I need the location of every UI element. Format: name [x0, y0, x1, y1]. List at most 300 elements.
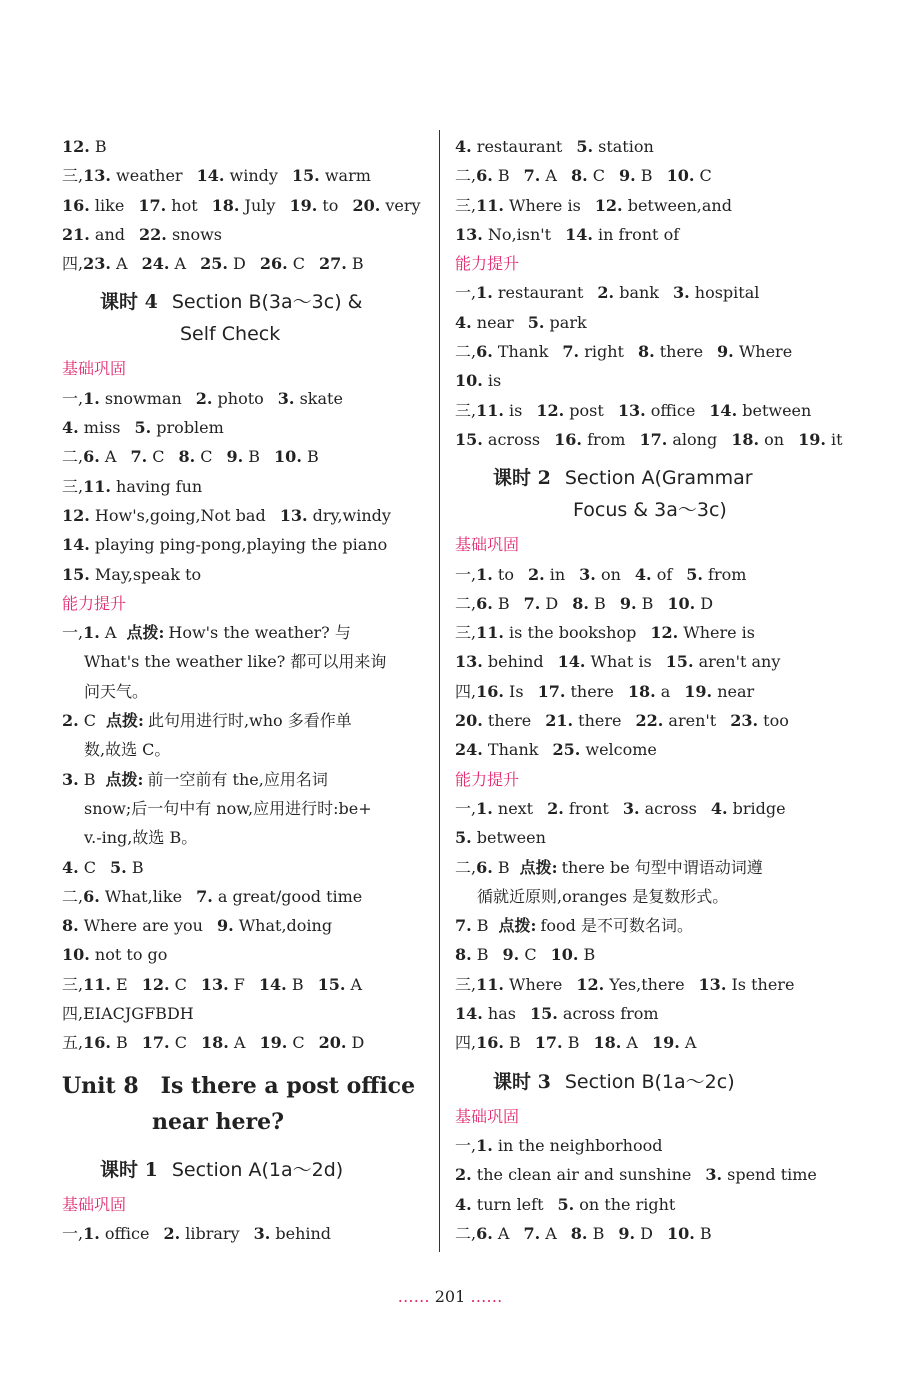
answer-text: there	[573, 711, 622, 731]
answer-text: B	[562, 1033, 580, 1053]
question-number: 4.	[634, 564, 652, 584]
answer-text: B	[471, 916, 489, 936]
answer-text: there	[565, 681, 614, 701]
question-number: 3.	[277, 388, 295, 408]
answer-text: 一,	[455, 1135, 477, 1155]
answer-text: it	[825, 429, 843, 449]
answer-line	[455, 618, 825, 647]
answer-text: of	[651, 564, 673, 584]
answer-text: C	[147, 447, 165, 467]
answer-text: across	[639, 798, 697, 818]
answer-text: 一,	[455, 564, 477, 584]
answer-line	[455, 366, 825, 395]
answer-text: Where is	[678, 623, 756, 643]
answer-line	[62, 1219, 422, 1248]
answer-text: office	[99, 1223, 150, 1243]
question-number: 16.	[83, 1033, 111, 1053]
question-number: 1.	[476, 1135, 493, 1155]
answer-text: hot	[166, 195, 198, 215]
question-number: 7.	[196, 886, 213, 906]
question-number: 12.	[576, 974, 605, 994]
answer-text: 四,	[62, 254, 84, 274]
answer-text: D	[346, 1033, 365, 1053]
question-number: 5.	[686, 564, 703, 584]
answer-line	[455, 161, 825, 190]
question-number: 15.	[291, 166, 320, 186]
answer-text: Where are you	[78, 916, 203, 936]
question-number: 4.	[455, 1194, 472, 1214]
answer-text: warm	[319, 166, 371, 186]
question-number: 16.	[62, 195, 90, 215]
answer-text: C	[195, 447, 213, 467]
answer-text: C	[78, 857, 97, 877]
hint-label: 点拨:	[498, 916, 537, 936]
question-number: 12.	[62, 505, 90, 525]
lesson-heading-row	[493, 1066, 825, 1098]
unit-title: Is there a post office	[160, 1072, 416, 1099]
answer-line	[455, 853, 825, 882]
answer-text: A	[169, 254, 187, 274]
answer-line	[62, 911, 422, 940]
answer-text: E	[110, 974, 128, 994]
question-number: 17.	[534, 1033, 563, 1053]
answer-text: 一,	[62, 623, 84, 643]
section-label: 能力提升	[455, 769, 520, 789]
answer-text: 五,	[62, 1033, 84, 1053]
answer-text: B	[492, 593, 510, 613]
question-number: 8.	[572, 593, 589, 613]
question-number: 2.	[597, 283, 615, 303]
question-number: 18.	[731, 429, 760, 449]
question-number: 17.	[639, 429, 668, 449]
answer-text: Yes,there	[604, 974, 685, 994]
question-number: 2.	[163, 1223, 181, 1243]
answer-line	[62, 530, 422, 559]
answer-text: across	[482, 429, 541, 449]
question-number: 15.	[665, 652, 694, 672]
answer-text: How's the weather? 与	[168, 623, 351, 643]
answer-line	[62, 853, 422, 882]
answer-text: 一,	[62, 388, 84, 408]
lesson-heading	[62, 278, 422, 354]
question-number: 3.	[579, 564, 596, 584]
answer-text: B	[126, 857, 144, 877]
question-number: 1.	[83, 388, 100, 408]
question-number: 10.	[666, 1223, 695, 1243]
answer-line	[62, 249, 422, 278]
answer-line	[455, 882, 825, 911]
question-number: 12.	[650, 623, 679, 643]
question-number: 19.	[684, 681, 713, 701]
answer-line	[455, 794, 825, 823]
question-number: 13.	[200, 974, 229, 994]
question-number: 15.	[455, 429, 483, 449]
answer-text: 此句用进行时,who 多看作单	[147, 711, 352, 731]
answer-text: between	[471, 828, 546, 848]
question-number: 24.	[141, 254, 170, 274]
question-number: 9.	[717, 342, 734, 362]
answer-line	[62, 560, 422, 589]
answer-line	[455, 735, 825, 764]
answer-line	[62, 132, 422, 161]
question-number: 9.	[619, 166, 636, 186]
answer-text: D	[635, 1223, 653, 1243]
section-label: 基础巩固	[455, 535, 520, 555]
page-number: 201	[434, 1287, 466, 1306]
answer-text: dry,windy	[307, 505, 391, 525]
question-number: 4.	[455, 312, 472, 332]
answer-line	[455, 823, 825, 852]
question-number: 3.	[705, 1165, 723, 1185]
question-number: 1.	[476, 283, 493, 303]
question-number: 5.	[527, 312, 545, 332]
answer-text: food 是不可数名词。	[540, 916, 693, 936]
answer-text: bank	[614, 283, 659, 303]
answer-line	[455, 191, 825, 220]
answer-text: B	[286, 974, 304, 994]
answer-text: aren't any	[693, 652, 781, 672]
answer-line	[455, 706, 825, 735]
section-label: 基础巩固	[455, 1106, 520, 1126]
answer-text: like	[89, 195, 125, 215]
section-label: 基础巩固	[62, 359, 127, 379]
answer-text: What is	[585, 652, 652, 672]
question-number: 22.	[635, 711, 664, 731]
answer-text: to	[492, 564, 514, 584]
lesson-heading	[62, 1146, 422, 1190]
answer-text: to	[317, 195, 339, 215]
answer-text: between,and	[622, 195, 732, 215]
answer-line	[62, 999, 422, 1028]
lesson-heading-row	[493, 462, 825, 494]
question-number: 2.	[547, 798, 564, 818]
answer-text: 一,	[62, 1223, 84, 1243]
answer-text: in	[544, 564, 566, 584]
question-number: 3.	[622, 798, 640, 818]
question-number: 25.	[552, 740, 581, 760]
answer-line	[455, 337, 825, 366]
answer-text: playing ping-pong,playing the piano	[89, 535, 388, 555]
answer-text: weather	[110, 166, 183, 186]
question-number: 9.	[618, 1223, 636, 1243]
question-number: 15.	[317, 974, 346, 994]
answer-text: next	[492, 798, 534, 818]
answer-text: B	[346, 254, 364, 274]
question-number: 11.	[476, 400, 504, 420]
answer-text: post	[564, 400, 604, 420]
answer-text: behind	[270, 1223, 332, 1243]
question-number: 27.	[319, 254, 347, 274]
answer-text: Where is	[503, 195, 581, 215]
question-number: 16.	[476, 681, 504, 701]
answer-text: A	[99, 447, 117, 467]
answer-line	[62, 1028, 422, 1057]
answer-text: B	[89, 137, 107, 156]
answer-text: B	[694, 1223, 712, 1243]
answer-text: C	[287, 1033, 305, 1053]
question-number: 18.	[593, 1033, 622, 1053]
lesson-title: Section B(1a～2c)	[564, 1070, 735, 1093]
question-number: 11.	[476, 974, 504, 994]
question-number: 7.	[455, 916, 472, 936]
answer-text: B	[578, 945, 596, 965]
answer-text: 二,	[455, 1223, 477, 1243]
hint-label: 点拨:	[106, 711, 144, 731]
answer-text: B	[78, 769, 96, 789]
answer-text: front	[563, 798, 609, 818]
answer-text: in the neighborhood	[492, 1135, 663, 1155]
question-number: 12.	[62, 137, 90, 156]
question-number: 14.	[565, 224, 593, 244]
question-number: 17.	[138, 195, 167, 215]
answer-line	[455, 132, 825, 161]
answer-text: there	[654, 342, 704, 362]
question-number: 10.	[455, 371, 483, 391]
question-number: 16.	[554, 429, 582, 449]
question-number: 9.	[502, 945, 520, 965]
question-number: 4.	[62, 418, 79, 438]
answer-text: aren't	[663, 711, 717, 731]
question-number: 16.	[476, 1033, 504, 1053]
question-number: 7.	[523, 1223, 541, 1243]
question-number: 18.	[211, 195, 240, 215]
question-number: 14.	[196, 166, 225, 186]
answer-text: and	[89, 224, 126, 244]
question-number: 14.	[557, 652, 586, 672]
answer-line	[455, 677, 825, 706]
unit-title-continued: near here?	[152, 1108, 284, 1135]
answer-text: bridge	[727, 798, 786, 818]
answer-text: B	[492, 166, 510, 186]
answer-text: spend time	[722, 1165, 817, 1185]
answer-line	[455, 425, 843, 454]
answer-text: Where	[733, 342, 793, 362]
unit-label: Unit 8	[62, 1072, 139, 1099]
answer-text: 三,	[455, 623, 477, 643]
answer-text: too	[758, 711, 789, 731]
question-number: 8.	[570, 1223, 588, 1243]
answer-text: B	[635, 166, 653, 186]
question-number: 7.	[562, 342, 580, 362]
answer-text: A	[228, 1033, 246, 1053]
question-number: 4.	[455, 137, 472, 156]
lesson-heading	[455, 1058, 825, 1102]
question-number: 9.	[619, 593, 637, 613]
answer-line	[455, 560, 825, 589]
answer-text: station	[593, 137, 654, 156]
question-number: 3.	[62, 769, 79, 789]
question-number: 14.	[455, 1004, 483, 1024]
answer-text: is	[482, 371, 502, 391]
answer-text: C	[78, 711, 97, 731]
question-number: 1.	[83, 623, 100, 643]
answer-line	[455, 278, 825, 307]
question-number: 10.	[667, 593, 696, 613]
answer-text: B	[636, 593, 654, 613]
question-number: 11.	[476, 195, 504, 215]
answer-text: What's the weather like? 都可以用来询	[84, 652, 387, 672]
answer-text: from	[702, 564, 747, 584]
answer-text: park	[544, 312, 587, 332]
answer-text: snowman	[99, 388, 182, 408]
question-number: 19.	[259, 1033, 288, 1053]
answer-text: 三,	[62, 166, 84, 186]
lesson-title: Section A(Grammar	[564, 467, 753, 490]
answer-text: What,like	[99, 886, 183, 906]
question-number: 6.	[476, 857, 493, 877]
answer-text: F	[228, 974, 245, 994]
answer-line	[62, 618, 422, 647]
answer-line	[62, 735, 422, 764]
answer-text: B	[471, 945, 489, 965]
question-number: 5.	[134, 418, 152, 438]
question-number: 5.	[110, 857, 127, 877]
question-number: 5.	[455, 828, 472, 848]
question-number: 2.	[62, 711, 79, 731]
answer-text: is	[503, 400, 523, 420]
answer-line	[455, 940, 825, 969]
question-number: 9.	[216, 916, 234, 936]
answer-text: has	[482, 1004, 516, 1024]
answer-text: B	[587, 1223, 605, 1243]
question-number: 21.	[545, 711, 574, 731]
lesson-heading-row	[100, 286, 422, 318]
question-number: 22.	[139, 224, 167, 244]
question-number: 2.	[527, 564, 545, 584]
question-number: 20.	[352, 195, 381, 215]
question-number: 7.	[523, 593, 541, 613]
question-number: 17.	[141, 1033, 170, 1053]
answer-line	[62, 794, 422, 823]
answer-line	[455, 220, 825, 249]
footer-dots-right: ……	[470, 1287, 503, 1306]
answer-line	[62, 647, 422, 676]
question-number: 14.	[62, 535, 90, 555]
answer-line	[62, 882, 422, 911]
answer-text: B	[301, 447, 319, 467]
question-number: 23.	[730, 711, 759, 731]
answer-text: 三,	[62, 476, 84, 496]
answer-text: C	[519, 945, 537, 965]
answer-line	[62, 220, 422, 249]
answer-text: turn left	[471, 1194, 544, 1214]
question-number: 8.	[62, 916, 79, 936]
question-number: 3.	[253, 1223, 271, 1243]
question-number: 19.	[651, 1033, 680, 1053]
answer-line	[62, 191, 422, 220]
answer-line	[455, 911, 825, 940]
answer-text: C	[287, 254, 305, 274]
answer-text: 二,	[455, 857, 477, 877]
answer-text: A	[110, 254, 128, 274]
answer-text: B	[110, 1033, 128, 1053]
answer-text: D	[227, 254, 246, 274]
answer-line	[62, 706, 422, 735]
question-number: 12.	[536, 400, 565, 420]
question-number: 10.	[62, 945, 90, 965]
question-number: 1.	[476, 798, 493, 818]
question-number: 24.	[455, 740, 483, 760]
answer-line	[62, 384, 422, 413]
question-number: 9.	[226, 447, 244, 467]
answer-text: behind	[482, 652, 544, 672]
question-number: 2.	[455, 1165, 472, 1185]
answer-text: along	[667, 429, 718, 449]
answer-line	[455, 970, 825, 999]
answer-text: not to go	[89, 945, 168, 965]
answer-text: D	[540, 593, 559, 613]
answer-text: very	[380, 195, 421, 215]
question-number: 20.	[455, 711, 483, 731]
answer-text: 问天气。	[84, 681, 149, 701]
question-number: 10.	[666, 166, 695, 186]
answer-text: office	[645, 400, 696, 420]
question-number: 6.	[83, 886, 100, 906]
answer-text: Where	[503, 974, 563, 994]
lesson-heading	[455, 454, 825, 530]
question-number: 14.	[258, 974, 287, 994]
question-number: 12.	[594, 195, 623, 215]
answer-text: 二,	[455, 593, 477, 613]
question-number: 10.	[550, 945, 579, 965]
answer-text: library	[180, 1223, 240, 1243]
answer-text: May,speak to	[89, 564, 202, 584]
answer-text: snows	[166, 224, 222, 244]
unit-heading	[62, 1058, 422, 1146]
answer-text: snow;后一句中有 now,应用进行时:be+	[84, 798, 372, 818]
answer-text: A	[621, 1033, 638, 1053]
question-number: 8.	[570, 166, 588, 186]
answer-text: near	[712, 681, 755, 701]
answer-line	[62, 677, 422, 706]
hint-label: 点拨:	[105, 769, 144, 789]
lesson-number: 课时 3	[493, 1070, 551, 1093]
answer-text: A	[679, 1033, 697, 1053]
question-number: 18.	[200, 1033, 229, 1053]
question-number: 13.	[698, 974, 727, 994]
answer-text: B	[503, 1033, 521, 1053]
answer-text: 二,	[62, 886, 84, 906]
answer-text: 四,	[455, 1033, 477, 1053]
answer-line	[455, 647, 825, 676]
answer-text: 数,故选 C。	[84, 740, 171, 760]
lesson-number: 课时 4	[100, 291, 158, 314]
answer-text: a great/good time	[212, 886, 363, 906]
answer-text: A	[540, 166, 557, 186]
answer-text: A	[345, 974, 363, 994]
answer-text: 一,	[455, 283, 477, 303]
section-label: 能力提升	[455, 254, 520, 274]
lesson-number: 课时 1	[100, 1158, 158, 1181]
question-number: 7.	[130, 447, 148, 467]
question-number: 11.	[83, 974, 111, 994]
hint-label: 点拨:	[519, 857, 558, 877]
answer-text: on the right	[574, 1194, 676, 1214]
question-number: 5.	[557, 1194, 575, 1214]
answer-text: problem	[151, 418, 224, 438]
lesson-title-continued: Self Check	[180, 323, 281, 346]
answer-text: What,doing	[233, 916, 333, 936]
answer-text: B	[243, 447, 261, 467]
answer-text: 二,	[455, 342, 477, 362]
answer-text: 三,	[455, 974, 477, 994]
answer-line	[455, 589, 825, 618]
question-number: 23.	[83, 254, 111, 274]
question-number: 17.	[537, 681, 566, 701]
answer-text: from	[581, 429, 626, 449]
lesson-title-continued: Focus & 3a～3c)	[573, 499, 727, 522]
answer-line	[455, 1190, 825, 1219]
